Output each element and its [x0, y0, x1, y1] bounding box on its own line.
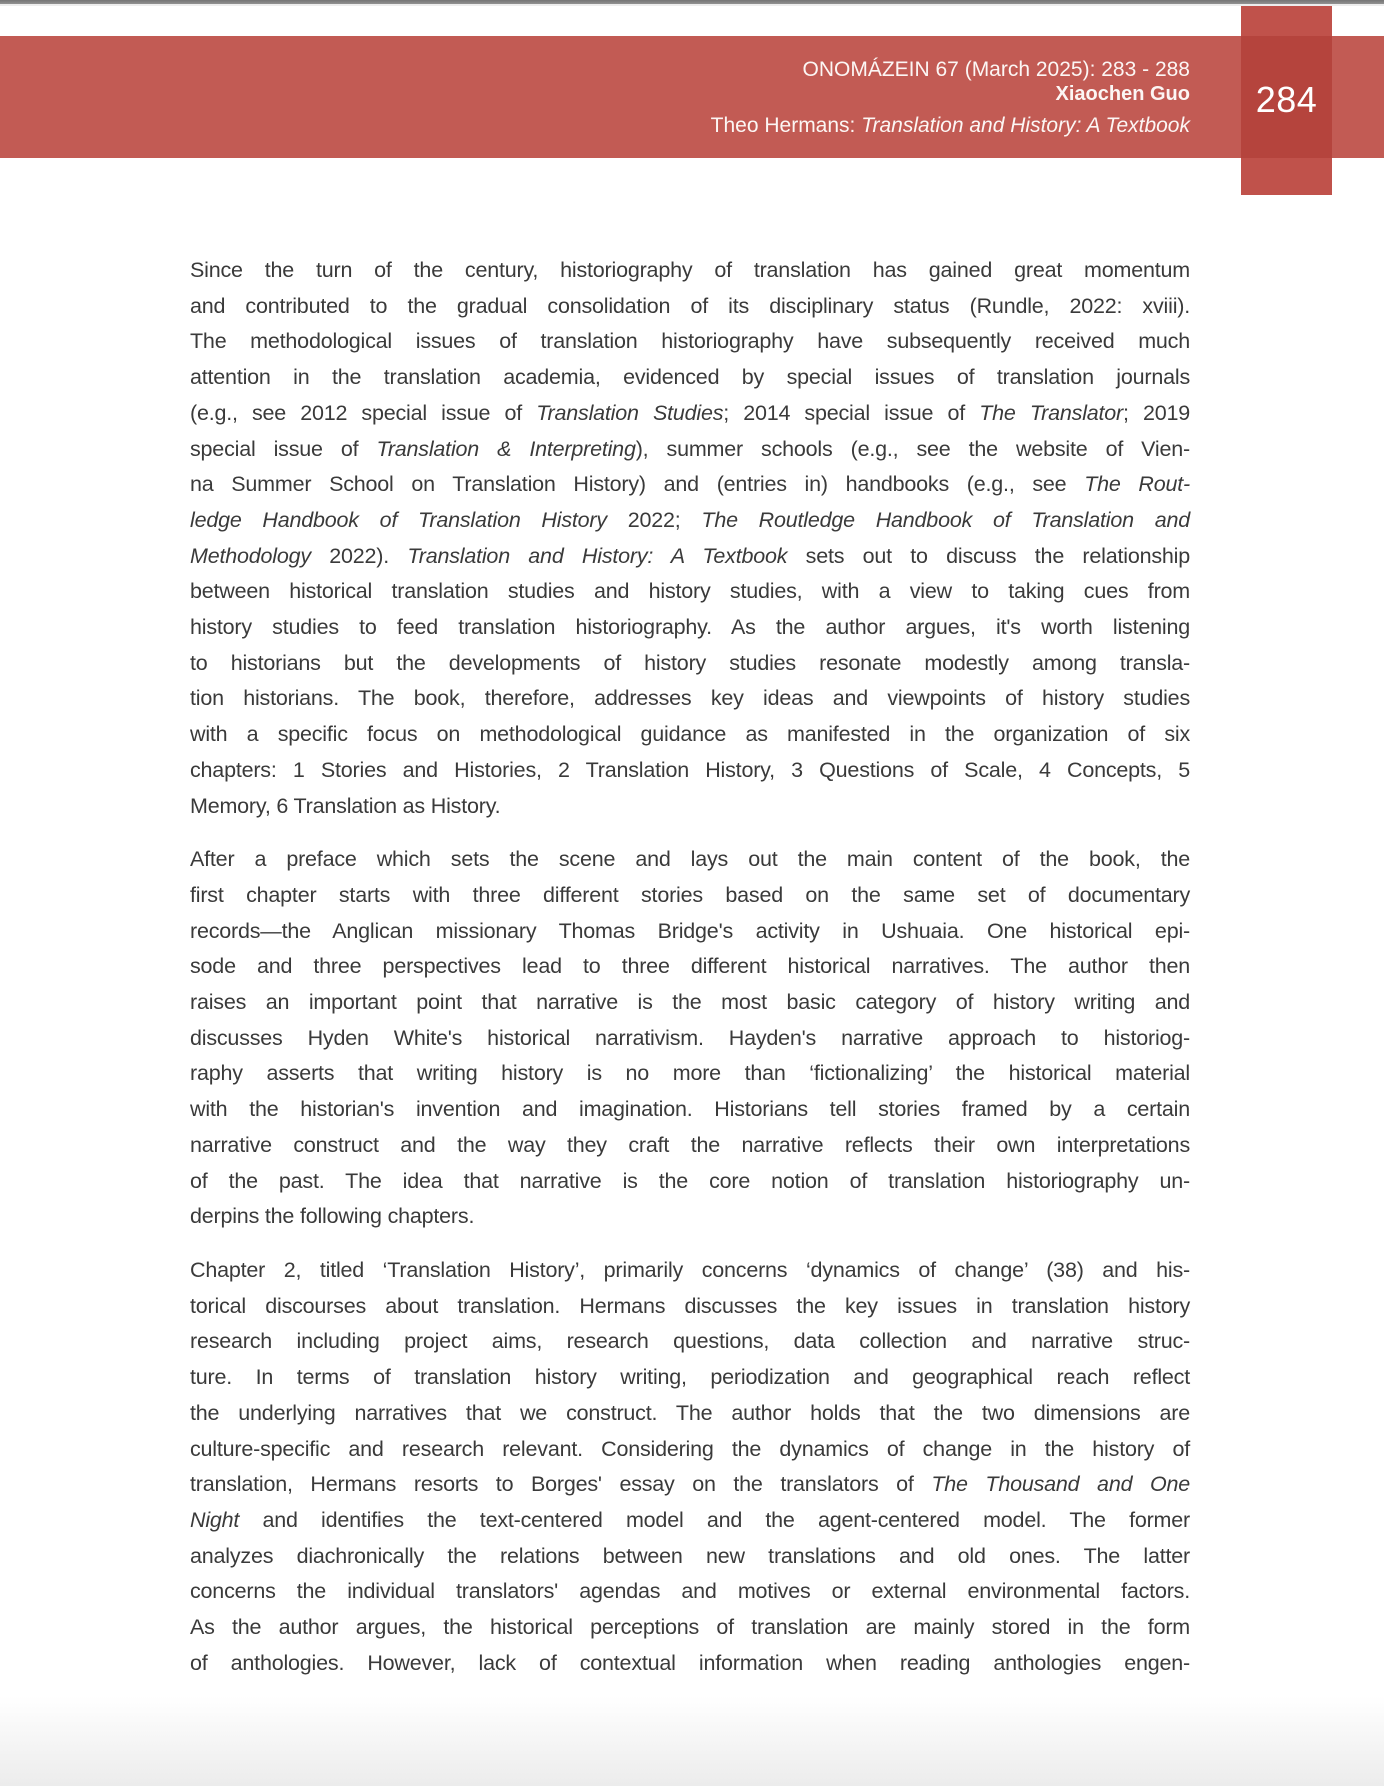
journal-citation: ONOMÁZEIN 67 (March 2025): 283 - 288	[802, 58, 1190, 81]
text-line: and contributed to the gradual consolidation of its disciplinary status (Rundle, 2022: xviii).	[190, 293, 1190, 318]
text-line: torical discourses about translation. Hermans discusses the key issues in translation history	[190, 1293, 1190, 1318]
text-line: As the author argues, the historical perceptions of translation are mainly stored in the form	[190, 1615, 1190, 1640]
text-line: ture. In terms of translation history writing, periodization and geographical reach reflect	[190, 1365, 1190, 1390]
text-line: concerns the individual translators' agendas and motives or external environmental factors.	[190, 1579, 1190, 1604]
text-line: first chapter starts with three different stories based on the same set of documentary	[190, 882, 1190, 907]
paragraph	[190, 1253, 1190, 1681]
text-line: translation, Hermans resorts to Borges' essay on the translators of The Thousand and One	[190, 1472, 1191, 1497]
text-line: sode and three perspectives lead to three different historical narratives. The author then	[190, 954, 1190, 979]
text-line: of anthologies. However, lack of contextual information when reading anthologies engen-	[190, 1650, 1190, 1675]
text-line: (e.g., see 2012 special issue of Translation Studies; 2014 special issue of The Translator; 2019	[190, 400, 1190, 425]
text-line: Chapter 2, titled ‘Translation History’, primarily concerns ‘dynamics of change’ (38) and his-	[190, 1257, 1190, 1282]
text-line: of the past. The idea that narrative is the core notion of translation historiography un-	[190, 1168, 1190, 1193]
text-line: culture-specific and research relevant. Considering the dynamics of change in the history of	[190, 1436, 1190, 1461]
text-line: derpins the following chapters.	[190, 1204, 475, 1229]
text-line: attention in the translation academia, evidenced by special issues of translation journals	[190, 365, 1190, 390]
text-line: research including project aims, research questions, data collection and narrative struc-	[190, 1329, 1190, 1354]
author-name: Xiaochen Guo	[1055, 83, 1190, 105]
reviewed-book-title: Translation and History: A Textbook	[861, 114, 1190, 137]
text-line: The methodological issues of translation historiography have subsequently received much	[190, 329, 1190, 354]
reviewed-work	[711, 113, 1190, 138]
text-line: to historians but the developments of history studies resonate modestly among transla-	[190, 650, 1190, 675]
text-line: special issue of Translation & Interpreting), summer schools (e.g., see the website of Vien-	[190, 436, 1190, 461]
text-line: Memory, 6 Translation as History.	[190, 793, 501, 818]
text-line: Night and identifies the text-centered model and the agent-centered model. The former	[190, 1507, 1190, 1532]
text-line: between historical translation studies and history studies, with a view to taking cues from	[190, 579, 1190, 604]
text-line: na Summer School on Translation History) and (entries in) handbooks (e.g., see The Rout-	[190, 472, 1190, 497]
text-line: history studies to feed translation historiography. As the author argues, it's worth listening	[190, 615, 1190, 640]
text-line: with the historian's invention and imagination. Historians tell stories framed by a certain	[190, 1097, 1190, 1122]
text-line: raises an important point that narrative is the most basic category of history writing and	[190, 990, 1190, 1015]
bottom-page-fade	[0, 1696, 1384, 1786]
page-number: 284	[1255, 79, 1318, 120]
text-line: Methodology 2022). Translation and History: A Textbook sets out to discuss the relationship	[190, 543, 1190, 568]
window-top-edge-highlight	[0, 4, 1384, 6]
article-body	[190, 253, 1190, 1681]
text-line: records—the Anglican missionary Thomas Bridge's activity in Ushuaia. One historical epi-	[190, 918, 1190, 943]
text-line: tion historians. The book, therefore, addresses key ideas and viewpoints of history studies	[190, 686, 1190, 711]
text-line: chapters: 1 Stories and Histories, 2 Translation History, 3 Questions of Scale, 4 Concepts, 5	[190, 757, 1190, 782]
text-line: ledge Handbook of Translation History 2022; The Routledge Handbook of Translation and	[190, 507, 1190, 532]
running-header	[711, 57, 1190, 138]
text-line: narrative construct and the way they craft the narrative reflects their own interpretations	[190, 1132, 1190, 1157]
paragraph	[190, 842, 1190, 1235]
text-line: the underlying narratives that we construct. The author holds that the two dimensions are	[190, 1400, 1190, 1425]
text-line: discusses Hyden White's historical narrativism. Hayden's narrative approach to historiog-	[190, 1025, 1190, 1050]
text-line: raphy asserts that writing history is no more than ‘fictionalizing’ the historical material	[190, 1061, 1190, 1086]
text-line: analyzes diachronically the relations between new translations and old ones. The latter	[190, 1543, 1190, 1568]
text-line: Since the turn of the century, historiography of translation has gained great momentum	[190, 258, 1190, 282]
paragraph	[190, 253, 1190, 824]
reviewer-prefix: Theo Hermans:	[710, 114, 862, 137]
text-line: with a specific focus on methodological guidance as manifested in the organization of six	[190, 722, 1190, 747]
text-line: After a preface which sets the scene and lays out the main content of the book, the	[190, 847, 1190, 872]
